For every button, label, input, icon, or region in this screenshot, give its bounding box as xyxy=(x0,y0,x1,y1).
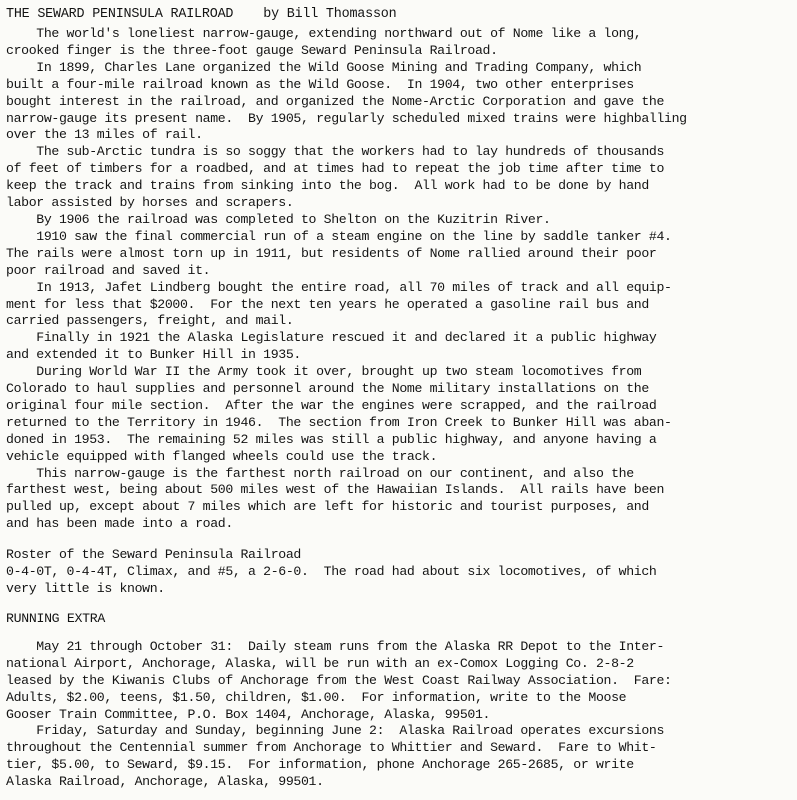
text-line: crooked finger is the three-foot gauge Seward Peninsula Railroad. xyxy=(6,42,498,58)
article-paragraph xyxy=(6,466,783,534)
text-line: narrow-gauge its present name. By 1905, regularly scheduled mixed trains were highballing xyxy=(6,110,687,126)
section-spacer xyxy=(6,533,783,547)
text-line: During World War II the Army took it over, brought up two steam locomotives from xyxy=(6,364,642,380)
article-body xyxy=(6,26,783,533)
text-line: Alaska Railroad, Anchorage, Alaska, 99501. xyxy=(6,774,324,790)
article-paragraph xyxy=(6,26,783,60)
text-line: poor railroad and saved it. xyxy=(6,262,211,278)
running-extra-paragraph xyxy=(6,723,783,791)
text-line: very little is known. xyxy=(6,581,165,596)
article-paragraph xyxy=(6,212,783,229)
text-line: farthest west, being about 500 miles west of the Hawaiian Islands. All rails have been xyxy=(6,482,665,498)
text-line: In 1913, Jafet Lindberg bought the entire road, all 70 miles of track and all equip- xyxy=(6,279,672,295)
text-line: tier, $5.00, to Seward, $9.15. For information, phone Anchorage 265-2685, or write xyxy=(6,757,634,773)
running-extra-paragraph xyxy=(6,639,783,724)
text-line: Gooser Train Committee, P.O. Box 1404, Anchorage, Alaska, 99501. xyxy=(6,706,491,722)
text-line: national Airport, Anchorage, Alaska, will be run with an ex-Comox Logging Co. 2-8-2 xyxy=(6,655,634,671)
text-line: This narrow-gauge is the farthest north railroad on our continent, and also the xyxy=(6,465,634,481)
roster-section xyxy=(6,547,783,598)
text-line: and has been made into a road. xyxy=(6,516,233,532)
text-line: Finally in 1921 the Alaska Legislature rescued it and declared it a public highway xyxy=(6,330,657,346)
running-extra-section xyxy=(6,639,783,791)
text-line: The rails were almost torn up in 1911, but residents of Nome rallied around their poor xyxy=(6,245,657,261)
text-line: The sub-Arctic tundra is so soggy that the workers had to lay hundreds of thousands xyxy=(6,144,665,160)
article-title: THE SEWARD PENINSULA RAILROAD xyxy=(6,7,234,22)
text-line: built a four-mile railroad known as the Wild Goose. In 1904, two other enterprises xyxy=(6,76,634,92)
text-line: vehicle equipped with flanged wheels could use the track. xyxy=(6,448,438,464)
text-line: returned to the Territory in 1946. The section from Iron Creek to Bunker Hill was aban- xyxy=(6,414,672,430)
article-paragraph xyxy=(6,364,783,465)
article-paragraph xyxy=(6,60,783,145)
roster-text xyxy=(6,547,783,598)
text-line: carried passengers, freight, and mail. xyxy=(6,313,294,329)
article-paragraph xyxy=(6,280,783,331)
text-line: The world's loneliest narrow-gauge, extending northward out of Nome like a long, xyxy=(6,26,642,41)
text-line: ment for less that $2000. For the next ten years he operated a gasoline rail bus and xyxy=(6,296,649,312)
text-line: of feet of timbers for a roadbed, and at times had to repeat the job time after time to xyxy=(6,161,665,177)
article-byline: by Bill Thomasson xyxy=(263,7,397,22)
text-line: over the 13 miles of rail. xyxy=(6,127,203,143)
text-line: original four mile section. After the war the engines were scrapped, and the railroad xyxy=(6,397,657,413)
text-line: and extended it to Bunker Hill in 1935. xyxy=(6,347,301,363)
article-paragraph xyxy=(6,330,783,364)
article-paragraph xyxy=(6,229,783,280)
text-line: leased by the Kiwanis Clubs of Anchorage from the West Coast Railway Association. Fare: xyxy=(6,672,672,688)
text-line: 0-4-0T, 0-4-4T, Climax, and #5, a 2-6-0. The road had about six locomotives, of which xyxy=(6,564,657,580)
text-line: Colorado to haul supplies and personnel around the Nome military installations on the xyxy=(6,381,649,397)
text-line: throughout the Centennial summer from Anchorage to Whittier and Seward. Fare to Whit- xyxy=(6,740,657,756)
text-line: doned in 1953. The remaining 52 miles was still a public highway, and anyone having a xyxy=(6,431,657,447)
text-line: In 1899, Charles Lane organized the Wild Goose Mining and Trading Company, which xyxy=(6,59,642,75)
text-line: 1910 saw the final commercial run of a steam engine on the line by saddle tanker #4. xyxy=(6,228,672,244)
text-line: By 1906 the railroad was completed to Shelton on the Kuzitrin River. xyxy=(6,211,551,227)
text-line: Friday, Saturday and Sunday, beginning June 2: Alaska Railroad operates excursions xyxy=(6,723,665,739)
text-line: labor assisted by horses and scrapers. xyxy=(6,195,294,211)
section-spacer xyxy=(6,627,783,639)
text-line: Adults, $2.00, teens, $1.50, children, $1.00. For information, write to the Moose xyxy=(6,689,627,705)
text-line: keep the track and trains from sinking into the bog. All work had to be done by hand xyxy=(6,178,649,194)
text-line: May 21 through October 31: Daily steam runs from the Alaska RR Depot to the Inter- xyxy=(6,638,665,654)
text-line: bought interest in the railroad, and organized the Nome-Arctic Corporation and gave the xyxy=(6,93,665,109)
text-line: pulled up, except about 7 miles which are left for historic and tourist purposes, and xyxy=(6,499,649,515)
article-paragraph xyxy=(6,144,783,212)
article-header xyxy=(6,4,783,26)
roster-heading: Roster of the Seward Peninsula Railroad xyxy=(6,547,301,563)
running-extra-heading: RUNNING EXTRA xyxy=(6,610,105,626)
